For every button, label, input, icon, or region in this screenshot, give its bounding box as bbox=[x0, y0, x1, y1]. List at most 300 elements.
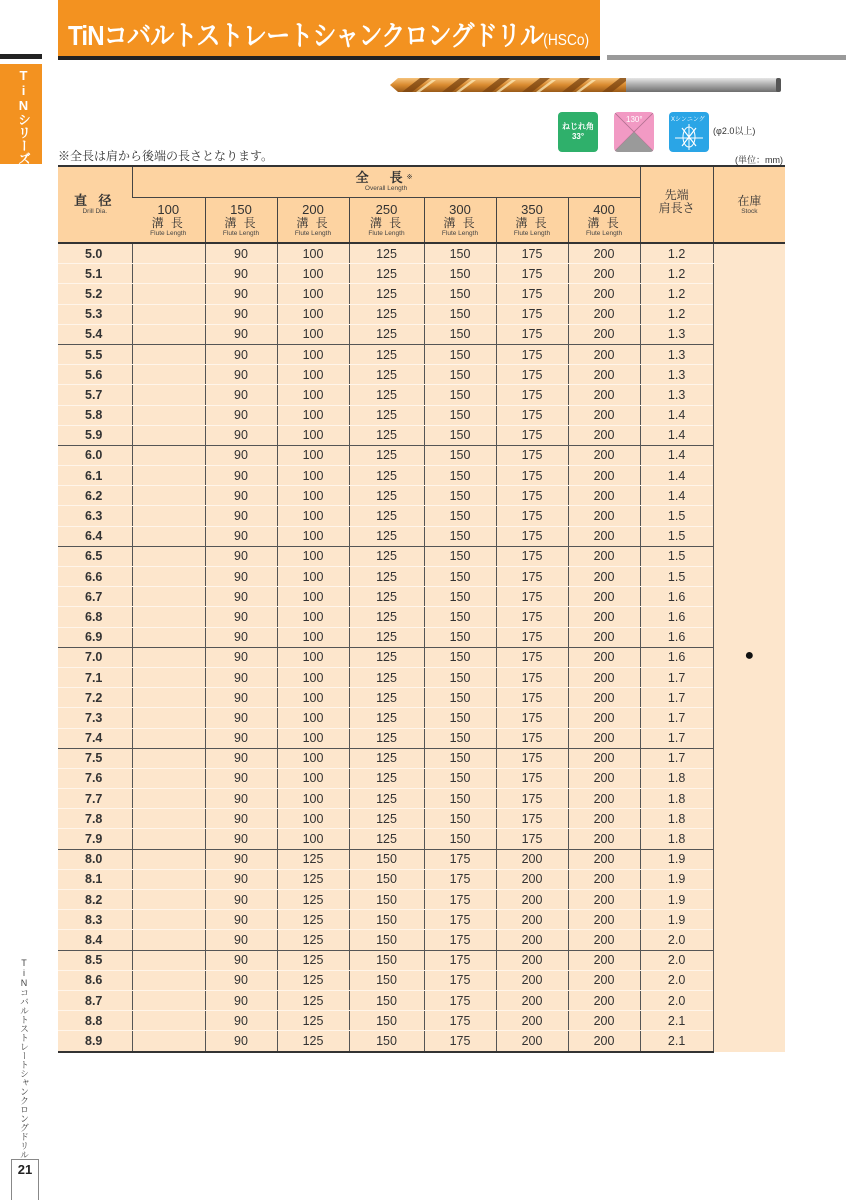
cell-f300: 175 bbox=[424, 1031, 496, 1052]
header-flute-jp: 溝 長 bbox=[151, 215, 185, 230]
cell-tip: 1.7 bbox=[640, 708, 713, 728]
table-row bbox=[58, 546, 785, 566]
cell-f200: 100 bbox=[277, 466, 349, 486]
cell-tip: 1.5 bbox=[640, 506, 713, 526]
cell-f300: 175 bbox=[424, 930, 496, 950]
header-flute-value: 350 bbox=[521, 201, 543, 217]
cell-f200: 100 bbox=[277, 688, 349, 708]
header-overall-length-mark: ※ bbox=[406, 174, 417, 181]
cell-f100 bbox=[132, 809, 205, 829]
cell-tip: 1.7 bbox=[640, 728, 713, 748]
cell-f400: 200 bbox=[568, 546, 640, 566]
cell-f400: 200 bbox=[568, 748, 640, 768]
table-row bbox=[58, 667, 785, 687]
cell-f250: 125 bbox=[349, 304, 424, 324]
cell-dia: 6.5 bbox=[58, 546, 132, 566]
cell-f400: 200 bbox=[568, 647, 640, 667]
table-row bbox=[58, 768, 785, 788]
cell-dia: 7.3 bbox=[58, 708, 132, 728]
cell-f400: 200 bbox=[568, 506, 640, 526]
cell-f250: 125 bbox=[349, 688, 424, 708]
cell-dia: 7.2 bbox=[58, 688, 132, 708]
cell-dia: 6.9 bbox=[58, 627, 132, 647]
cell-f100 bbox=[132, 425, 205, 445]
cell-f350: 175 bbox=[496, 243, 568, 264]
cell-f200: 100 bbox=[277, 324, 349, 344]
cell-f400: 200 bbox=[568, 869, 640, 889]
cell-f200: 100 bbox=[277, 627, 349, 647]
cell-f250: 150 bbox=[349, 1011, 424, 1031]
table-row bbox=[58, 425, 785, 445]
cell-f350: 175 bbox=[496, 506, 568, 526]
cell-f350: 175 bbox=[496, 688, 568, 708]
cell-dia: 6.3 bbox=[58, 506, 132, 526]
cell-f400: 200 bbox=[568, 910, 640, 930]
cell-f200: 100 bbox=[277, 789, 349, 809]
cell-tip: 1.5 bbox=[640, 526, 713, 546]
cell-f100 bbox=[132, 546, 205, 566]
cell-f200: 125 bbox=[277, 1031, 349, 1052]
cell-f200: 100 bbox=[277, 304, 349, 324]
title-main: TiNコバルトストレートシャンクロングドリル bbox=[68, 20, 544, 51]
cell-f400: 200 bbox=[568, 667, 640, 687]
cell-f300: 150 bbox=[424, 546, 496, 566]
cell-f350: 200 bbox=[496, 1011, 568, 1031]
cell-dia: 8.8 bbox=[58, 1011, 132, 1031]
header-overall-length-en: Overall Length bbox=[364, 185, 408, 192]
cell-f350: 200 bbox=[496, 869, 568, 889]
cell-f350: 175 bbox=[496, 385, 568, 405]
table-row bbox=[58, 344, 785, 364]
cell-f150: 90 bbox=[205, 890, 277, 910]
cell-f300: 175 bbox=[424, 890, 496, 910]
cell-tip: 1.7 bbox=[640, 667, 713, 687]
cell-f100 bbox=[132, 284, 205, 304]
cell-f200: 125 bbox=[277, 970, 349, 990]
cell-f300: 150 bbox=[424, 243, 496, 264]
cell-f100 bbox=[132, 890, 205, 910]
cell-f100 bbox=[132, 768, 205, 788]
header-gray-rule bbox=[607, 55, 846, 60]
cell-f300: 150 bbox=[424, 607, 496, 627]
cell-f400: 200 bbox=[568, 768, 640, 788]
cell-f150: 90 bbox=[205, 910, 277, 930]
cell-f400: 200 bbox=[568, 607, 640, 627]
cell-f400: 200 bbox=[568, 405, 640, 425]
cell-tip: 1.4 bbox=[640, 445, 713, 465]
cell-f400: 200 bbox=[568, 849, 640, 869]
page-title bbox=[68, 14, 589, 54]
cell-f150: 90 bbox=[205, 950, 277, 970]
cell-f100 bbox=[132, 950, 205, 970]
header-flute-en: Flute Length bbox=[294, 229, 332, 237]
cell-f350: 175 bbox=[496, 829, 568, 849]
cell-f300: 150 bbox=[424, 768, 496, 788]
cell-f200: 100 bbox=[277, 405, 349, 425]
cell-f250: 125 bbox=[349, 567, 424, 587]
cell-f350: 175 bbox=[496, 708, 568, 728]
cell-f300: 150 bbox=[424, 748, 496, 768]
cell-f200: 125 bbox=[277, 950, 349, 970]
cell-f300: 175 bbox=[424, 910, 496, 930]
table-row bbox=[58, 647, 785, 667]
cell-f150: 90 bbox=[205, 627, 277, 647]
cell-dia: 5.3 bbox=[58, 304, 132, 324]
cell-f400: 200 bbox=[568, 324, 640, 344]
cell-dia: 8.2 bbox=[58, 890, 132, 910]
x-thinning-label: Xシンニング bbox=[671, 117, 705, 123]
cell-f300: 150 bbox=[424, 667, 496, 687]
cell-f300: 150 bbox=[424, 405, 496, 425]
cell-f150: 90 bbox=[205, 708, 277, 728]
cell-f150: 90 bbox=[205, 425, 277, 445]
cell-tip: 1.3 bbox=[640, 324, 713, 344]
title-sub: (HSCo) bbox=[543, 32, 590, 49]
cell-f150: 90 bbox=[205, 990, 277, 1010]
cell-f100 bbox=[132, 304, 205, 324]
header-flute-value: 300 bbox=[449, 201, 471, 217]
cell-f300: 150 bbox=[424, 365, 496, 385]
cell-f150: 90 bbox=[205, 526, 277, 546]
point-angle-value: 130° bbox=[626, 115, 643, 124]
cell-f400: 200 bbox=[568, 930, 640, 950]
cell-f100 bbox=[132, 264, 205, 284]
header-flute-jp: 溝 長 bbox=[296, 215, 330, 230]
cell-f200: 100 bbox=[277, 647, 349, 667]
cell-f300: 150 bbox=[424, 587, 496, 607]
cell-f350: 175 bbox=[496, 567, 568, 587]
cell-tip: 1.2 bbox=[640, 243, 713, 264]
header-drill-dia bbox=[58, 166, 132, 243]
cell-tip: 1.8 bbox=[640, 789, 713, 809]
cell-f100 bbox=[132, 930, 205, 950]
twist-angle-value: 33° bbox=[571, 132, 585, 141]
cell-tip: 1.5 bbox=[640, 546, 713, 566]
cell-f150: 90 bbox=[205, 728, 277, 748]
series-side-tab-label: TiNシリーズ bbox=[16, 68, 31, 165]
table-row bbox=[58, 789, 785, 809]
cell-tip: 1.2 bbox=[640, 304, 713, 324]
table-row bbox=[58, 486, 785, 506]
cell-f100 bbox=[132, 385, 205, 405]
cell-f250: 125 bbox=[349, 546, 424, 566]
cell-f100 bbox=[132, 667, 205, 687]
cell-f250: 125 bbox=[349, 365, 424, 385]
cell-f300: 150 bbox=[424, 567, 496, 587]
cell-tip: 1.6 bbox=[640, 647, 713, 667]
x-thinning-icon bbox=[669, 112, 709, 152]
cell-f250: 125 bbox=[349, 243, 424, 264]
cell-f300: 150 bbox=[424, 647, 496, 667]
cell-f200: 100 bbox=[277, 486, 349, 506]
header-flute-en: Flute Length bbox=[368, 229, 405, 237]
cell-tip: 1.8 bbox=[640, 768, 713, 788]
header-flute-250 bbox=[349, 198, 424, 244]
cell-f100 bbox=[132, 506, 205, 526]
spec-table bbox=[58, 165, 785, 1053]
table-row bbox=[58, 910, 785, 930]
cell-f300: 150 bbox=[424, 486, 496, 506]
cell-f200: 100 bbox=[277, 809, 349, 829]
cell-tip: 1.2 bbox=[640, 264, 713, 284]
cell-f250: 125 bbox=[349, 809, 424, 829]
cell-tip: 1.6 bbox=[640, 587, 713, 607]
cell-f350: 200 bbox=[496, 950, 568, 970]
header-stock-en: Stock bbox=[741, 208, 758, 215]
header-flute-value: 200 bbox=[302, 201, 324, 217]
thinning-note: (φ2.0以上) bbox=[713, 126, 756, 136]
cell-f250: 125 bbox=[349, 405, 424, 425]
cell-f400: 200 bbox=[568, 890, 640, 910]
cell-f200: 100 bbox=[277, 425, 349, 445]
cell-f150: 90 bbox=[205, 324, 277, 344]
cell-f150: 90 bbox=[205, 405, 277, 425]
header-flute-en: Flute Length bbox=[222, 229, 260, 237]
cell-f200: 125 bbox=[277, 910, 349, 930]
cell-f200: 100 bbox=[277, 264, 349, 284]
cell-dia: 8.3 bbox=[58, 910, 132, 930]
cell-f400: 200 bbox=[568, 1031, 640, 1052]
cell-f300: 150 bbox=[424, 385, 496, 405]
cell-tip: 1.9 bbox=[640, 869, 713, 889]
cell-f250: 125 bbox=[349, 587, 424, 607]
cell-f400: 200 bbox=[568, 809, 640, 829]
cell-f300: 150 bbox=[424, 627, 496, 647]
cell-dia: 8.7 bbox=[58, 990, 132, 1010]
header-flute-150 bbox=[205, 198, 277, 244]
cell-dia: 6.8 bbox=[58, 607, 132, 627]
cell-tip: 1.4 bbox=[640, 425, 713, 445]
cell-f250: 125 bbox=[349, 284, 424, 304]
table-row bbox=[58, 284, 785, 304]
cell-f150: 90 bbox=[205, 768, 277, 788]
table-row bbox=[58, 728, 785, 748]
table-row bbox=[58, 990, 785, 1010]
cell-dia: 6.2 bbox=[58, 486, 132, 506]
cell-f150: 90 bbox=[205, 587, 277, 607]
cell-f100 bbox=[132, 708, 205, 728]
cell-f350: 200 bbox=[496, 1031, 568, 1052]
header-flute-jp: 溝 長 bbox=[443, 215, 477, 230]
cell-f300: 175 bbox=[424, 869, 496, 889]
cell-tip: 2.0 bbox=[640, 930, 713, 950]
cell-f150: 90 bbox=[205, 809, 277, 829]
cell-f100 bbox=[132, 567, 205, 587]
cell-f200: 100 bbox=[277, 768, 349, 788]
unit-label: (単位：mm) bbox=[735, 155, 783, 165]
cell-f300: 150 bbox=[424, 688, 496, 708]
cell-tip: 1.4 bbox=[640, 405, 713, 425]
cell-dia: 5.8 bbox=[58, 405, 132, 425]
cell-tip: 1.6 bbox=[640, 627, 713, 647]
cell-tip: 1.9 bbox=[640, 890, 713, 910]
cell-dia: 8.4 bbox=[58, 930, 132, 950]
table-row bbox=[58, 405, 785, 425]
cell-f350: 175 bbox=[496, 728, 568, 748]
cell-dia: 6.0 bbox=[58, 445, 132, 465]
cell-f200: 100 bbox=[277, 284, 349, 304]
cell-f400: 200 bbox=[568, 567, 640, 587]
cell-f150: 90 bbox=[205, 385, 277, 405]
cell-f200: 100 bbox=[277, 748, 349, 768]
table-row bbox=[58, 324, 785, 344]
cell-f400: 200 bbox=[568, 789, 640, 809]
cell-f250: 125 bbox=[349, 748, 424, 768]
header-tip-length-line1: 先端 bbox=[664, 188, 689, 202]
cell-f200: 100 bbox=[277, 546, 349, 566]
header-flute-en: Flute Length bbox=[441, 229, 479, 237]
cell-f250: 125 bbox=[349, 627, 424, 647]
cell-f150: 90 bbox=[205, 486, 277, 506]
cell-f300: 150 bbox=[424, 425, 496, 445]
cell-f350: 175 bbox=[496, 627, 568, 647]
cell-f250: 125 bbox=[349, 466, 424, 486]
cell-f100 bbox=[132, 445, 205, 465]
cell-f300: 175 bbox=[424, 849, 496, 869]
cell-f300: 150 bbox=[424, 344, 496, 364]
header-tip-length bbox=[640, 166, 713, 243]
cell-f100 bbox=[132, 869, 205, 889]
cell-f250: 125 bbox=[349, 425, 424, 445]
table-row bbox=[58, 849, 785, 869]
cell-f400: 200 bbox=[568, 950, 640, 970]
cell-tip: 2.1 bbox=[640, 1031, 713, 1052]
cell-f400: 200 bbox=[568, 1011, 640, 1031]
cell-f100 bbox=[132, 688, 205, 708]
cell-f250: 125 bbox=[349, 264, 424, 284]
cell-f350: 175 bbox=[496, 667, 568, 687]
cell-f250: 125 bbox=[349, 526, 424, 546]
cell-f150: 90 bbox=[205, 445, 277, 465]
cell-f250: 125 bbox=[349, 647, 424, 667]
cell-f250: 150 bbox=[349, 849, 424, 869]
point-angle-icon bbox=[614, 112, 654, 152]
drill-product-image bbox=[390, 73, 782, 97]
footer-vertical-title: TiNコバルトストレートシャンクロングドリル bbox=[19, 958, 29, 1159]
cell-tip: 2.0 bbox=[640, 990, 713, 1010]
cell-tip: 1.3 bbox=[640, 385, 713, 405]
cell-tip: 1.7 bbox=[640, 748, 713, 768]
cell-f200: 100 bbox=[277, 506, 349, 526]
table-row bbox=[58, 748, 785, 768]
cell-f250: 150 bbox=[349, 1031, 424, 1052]
cell-f300: 150 bbox=[424, 445, 496, 465]
cell-f350: 175 bbox=[496, 344, 568, 364]
cell-f350: 175 bbox=[496, 425, 568, 445]
cell-f350: 175 bbox=[496, 768, 568, 788]
cell-f200: 100 bbox=[277, 385, 349, 405]
cell-f150: 90 bbox=[205, 607, 277, 627]
cell-dia: 7.0 bbox=[58, 647, 132, 667]
cell-dia: 8.1 bbox=[58, 869, 132, 889]
cell-f150: 90 bbox=[205, 849, 277, 869]
cell-dia: 7.1 bbox=[58, 667, 132, 687]
table-row bbox=[58, 607, 785, 627]
cell-f100 bbox=[132, 466, 205, 486]
cell-f150: 90 bbox=[205, 304, 277, 324]
cell-f100 bbox=[132, 970, 205, 990]
header-flute-100 bbox=[132, 198, 205, 244]
cell-f350: 200 bbox=[496, 970, 568, 990]
header-drill-dia-en: Drill Dia. bbox=[82, 207, 108, 215]
cell-f400: 200 bbox=[568, 243, 640, 264]
cell-f400: 200 bbox=[568, 486, 640, 506]
cell-f400: 200 bbox=[568, 587, 640, 607]
cell-f300: 150 bbox=[424, 304, 496, 324]
cell-dia: 5.5 bbox=[58, 344, 132, 364]
cell-f200: 100 bbox=[277, 567, 349, 587]
header-flute-en: Flute Length bbox=[150, 229, 187, 237]
cell-f150: 90 bbox=[205, 688, 277, 708]
cell-tip: 2.0 bbox=[640, 950, 713, 970]
cell-tip: 1.5 bbox=[640, 567, 713, 587]
cell-f300: 150 bbox=[424, 506, 496, 526]
cell-dia: 8.5 bbox=[58, 950, 132, 970]
cell-f350: 175 bbox=[496, 486, 568, 506]
cell-f150: 90 bbox=[205, 1011, 277, 1031]
cell-f200: 100 bbox=[277, 365, 349, 385]
cell-f200: 125 bbox=[277, 849, 349, 869]
cell-f250: 125 bbox=[349, 486, 424, 506]
cell-tip: 2.0 bbox=[640, 970, 713, 990]
table-row bbox=[58, 466, 785, 486]
table-row bbox=[58, 1031, 785, 1052]
cell-f150: 90 bbox=[205, 567, 277, 587]
header-flute-jp: 溝 長 bbox=[369, 215, 404, 230]
table-row bbox=[58, 365, 785, 385]
cell-f100 bbox=[132, 728, 205, 748]
table-row bbox=[58, 243, 785, 264]
header-flute-350 bbox=[496, 198, 568, 244]
cell-f400: 200 bbox=[568, 627, 640, 647]
cell-dia: 6.6 bbox=[58, 567, 132, 587]
cell-f200: 125 bbox=[277, 890, 349, 910]
cell-f200: 100 bbox=[277, 667, 349, 687]
cell-f200: 100 bbox=[277, 445, 349, 465]
cell-f150: 90 bbox=[205, 970, 277, 990]
header-flute-value: 250 bbox=[375, 201, 398, 217]
cell-f250: 125 bbox=[349, 385, 424, 405]
header-stock bbox=[713, 166, 785, 243]
cell-f250: 150 bbox=[349, 950, 424, 970]
cell-f300: 150 bbox=[424, 809, 496, 829]
cell-f350: 175 bbox=[496, 284, 568, 304]
table-row bbox=[58, 506, 785, 526]
cell-f350: 175 bbox=[496, 526, 568, 546]
cell-f150: 90 bbox=[205, 284, 277, 304]
cell-dia: 7.4 bbox=[58, 728, 132, 748]
cell-f250: 125 bbox=[349, 789, 424, 809]
cell-f350: 175 bbox=[496, 466, 568, 486]
cell-f150: 90 bbox=[205, 748, 277, 768]
table-row bbox=[58, 264, 785, 284]
cell-f150: 90 bbox=[205, 829, 277, 849]
cell-tip: 1.7 bbox=[640, 688, 713, 708]
cell-f300: 150 bbox=[424, 284, 496, 304]
table-row bbox=[58, 567, 785, 587]
cell-f250: 125 bbox=[349, 708, 424, 728]
cell-f200: 125 bbox=[277, 869, 349, 889]
cell-f200: 100 bbox=[277, 728, 349, 748]
cell-f400: 200 bbox=[568, 344, 640, 364]
cell-f350: 175 bbox=[496, 304, 568, 324]
table-row bbox=[58, 930, 785, 950]
cell-f100 bbox=[132, 405, 205, 425]
cell-f150: 90 bbox=[205, 789, 277, 809]
cell-f250: 125 bbox=[349, 667, 424, 687]
header-flute-value: 100 bbox=[157, 201, 180, 217]
cell-f100 bbox=[132, 365, 205, 385]
